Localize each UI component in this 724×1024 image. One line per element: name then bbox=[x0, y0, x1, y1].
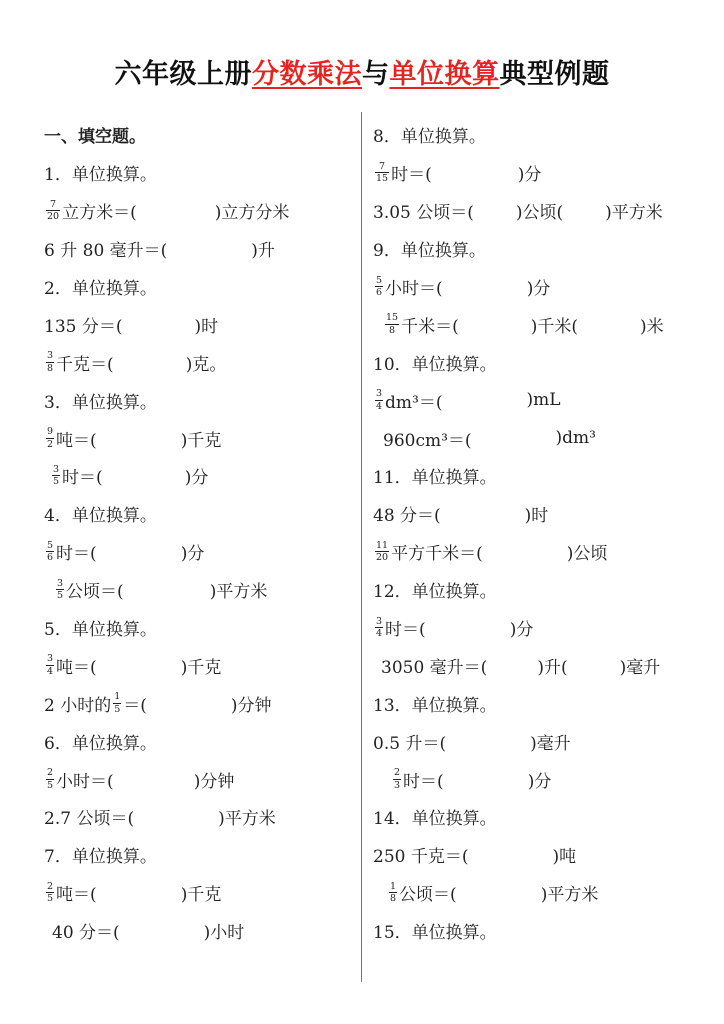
fraction-denominator: 6 bbox=[376, 287, 383, 298]
conversion-text: 3.05 公顷＝( bbox=[373, 203, 474, 224]
conversion-text: 6 升 80 毫升＝( bbox=[44, 241, 168, 262]
question-heading-text: 9．单位换算。 bbox=[373, 241, 486, 262]
conversion-item bbox=[44, 912, 354, 950]
conversion-item bbox=[44, 571, 354, 609]
fraction-denominator: 20 bbox=[376, 552, 389, 564]
conversion-text: )分 bbox=[527, 771, 552, 792]
conversion-item bbox=[44, 419, 354, 457]
fraction-numerator: 7 bbox=[50, 198, 57, 210]
question-heading-text: 15．单位换算。 bbox=[373, 923, 497, 944]
fraction-numerator: 1 bbox=[114, 691, 121, 703]
conversion-item bbox=[373, 874, 703, 912]
question-heading-text: 8．单位换算。 bbox=[373, 127, 486, 148]
fraction-denominator: 2 bbox=[47, 438, 54, 450]
conversion-text: )千克 bbox=[180, 657, 222, 678]
fraction bbox=[375, 541, 389, 563]
fraction-denominator: 5 bbox=[57, 590, 64, 602]
fraction bbox=[393, 768, 401, 790]
question-heading-text: 12．单位换算。 bbox=[373, 582, 497, 603]
conversion-item bbox=[373, 305, 703, 343]
conversion-text: 时＝( bbox=[403, 771, 444, 792]
conversion-item bbox=[44, 798, 354, 836]
fraction-numerator: 3 bbox=[376, 615, 383, 627]
question-heading bbox=[44, 609, 354, 647]
fraction bbox=[385, 313, 399, 335]
conversion-item bbox=[44, 533, 354, 571]
conversion-text: 40 分＝( bbox=[52, 923, 120, 944]
question-heading bbox=[44, 495, 354, 533]
right-column bbox=[373, 116, 703, 950]
fraction bbox=[46, 541, 54, 563]
fraction-denominator: 8 bbox=[47, 362, 54, 374]
question-heading bbox=[373, 457, 703, 495]
conversion-text: 960cm³＝( bbox=[383, 430, 472, 451]
conversion-text: )米 bbox=[640, 316, 664, 337]
conversion-text: 250 千克＝( bbox=[373, 847, 469, 868]
fraction-denominator: 4 bbox=[376, 628, 383, 640]
question-heading bbox=[44, 722, 354, 760]
conversion-text: )毫升 bbox=[530, 733, 571, 754]
fraction bbox=[46, 768, 54, 790]
conversion-text: 2.7 公顷＝( bbox=[44, 809, 135, 830]
question-heading bbox=[44, 836, 354, 874]
conversion-item bbox=[373, 722, 703, 760]
conversion-item bbox=[373, 419, 703, 457]
fraction-numerator: 2 bbox=[47, 767, 54, 779]
question-heading bbox=[373, 798, 703, 836]
fraction-numerator: 3 bbox=[47, 653, 54, 665]
question-heading-text: 5．单位换算。 bbox=[44, 620, 157, 641]
conversion-text: 时＝( bbox=[391, 165, 432, 186]
fraction-denominator: 5 bbox=[53, 476, 60, 488]
conversion-text: 公顷＝( bbox=[66, 582, 124, 603]
title-part-and: 与 bbox=[362, 59, 390, 90]
conversion-item bbox=[373, 154, 703, 192]
conversion-text: 平方千米＝( bbox=[391, 544, 483, 565]
fraction bbox=[46, 427, 54, 449]
fraction-denominator: 5 bbox=[47, 893, 54, 905]
conversion-item bbox=[373, 381, 703, 419]
fraction-denominator: 6 bbox=[47, 552, 54, 564]
fraction-numerator: 15 bbox=[386, 312, 399, 324]
question-heading-text: 14．单位换算。 bbox=[373, 809, 497, 830]
fraction-denominator: 8 bbox=[389, 324, 396, 336]
title-highlight-fraction-multiplication: 分数乘法 bbox=[252, 59, 362, 90]
fraction bbox=[46, 882, 54, 904]
fraction bbox=[389, 882, 397, 904]
conversion-text: 时＝( bbox=[385, 620, 426, 641]
conversion-text: )dm³ bbox=[555, 428, 596, 449]
page-title bbox=[0, 52, 724, 91]
conversion-item bbox=[373, 760, 703, 798]
conversion-text: )公顷 bbox=[566, 544, 608, 565]
title-part-1: 六年级上册 bbox=[114, 59, 252, 90]
conversion-item bbox=[44, 305, 354, 343]
fraction-denominator: 5 bbox=[47, 779, 54, 791]
fraction-denominator: 8 bbox=[390, 893, 397, 905]
conversion-text: 时＝( bbox=[56, 544, 97, 565]
conversion-text: )毫升 bbox=[619, 657, 661, 678]
question-heading bbox=[44, 154, 354, 192]
conversion-item bbox=[373, 836, 703, 874]
fraction-numerator: 3 bbox=[47, 350, 54, 362]
conversion-item bbox=[44, 230, 354, 268]
conversion-text: )分 bbox=[509, 620, 534, 641]
conversion-text: 2 小时的 bbox=[44, 695, 112, 716]
conversion-text: )公顷( bbox=[515, 203, 564, 224]
conversion-item bbox=[373, 495, 703, 533]
conversion-text: 千米＝( bbox=[401, 316, 459, 337]
conversion-text: )平方米 bbox=[605, 203, 663, 224]
question-heading-text: 3．单位换算。 bbox=[44, 392, 157, 413]
conversion-item bbox=[373, 192, 703, 230]
conversion-text: 时＝( bbox=[62, 468, 103, 489]
conversion-item bbox=[44, 646, 354, 684]
question-heading-text: 13．单位换算。 bbox=[373, 695, 497, 716]
conversion-text: 小时＝( bbox=[385, 279, 443, 299]
fraction-numerator: 5 bbox=[47, 539, 54, 551]
fraction-denominator: 4 bbox=[47, 665, 54, 677]
conversion-text: 千克＝( bbox=[56, 354, 114, 375]
fraction-denominator: 20 bbox=[47, 211, 60, 223]
question-heading-text: 11．单位换算。 bbox=[373, 468, 497, 489]
question-heading-text: 1．单位换算。 bbox=[44, 165, 157, 186]
fraction-numerator: 9 bbox=[47, 426, 54, 438]
fraction-numerator: 3 bbox=[53, 463, 60, 475]
fraction-numerator: 1 bbox=[390, 880, 397, 892]
conversion-text: )平方米 bbox=[218, 809, 276, 830]
fraction bbox=[113, 692, 121, 714]
conversion-text: 吨＝( bbox=[56, 657, 97, 678]
conversion-text: 公顷＝( bbox=[399, 885, 457, 906]
title-highlight-unit-conversion: 单位换算 bbox=[389, 59, 500, 90]
question-heading bbox=[44, 381, 354, 419]
conversion-text: ＝( bbox=[123, 695, 147, 716]
conversion-text: )分钟 bbox=[193, 771, 235, 792]
question-heading bbox=[373, 571, 703, 609]
conversion-text: 0.5 升＝( bbox=[373, 733, 447, 754]
conversion-text: )千克 bbox=[180, 885, 222, 906]
fraction bbox=[56, 579, 64, 601]
question-heading-text: 7．单位换算。 bbox=[44, 847, 157, 868]
conversion-text: 48 分＝( bbox=[373, 506, 441, 527]
fraction bbox=[46, 654, 54, 676]
conversion-text: )时 bbox=[524, 506, 549, 527]
fraction-numerator: 2 bbox=[47, 880, 54, 892]
question-heading bbox=[373, 684, 703, 722]
conversion-text: )分 bbox=[526, 279, 551, 299]
fraction-numerator: 2 bbox=[394, 767, 401, 779]
fraction-numerator: 3 bbox=[57, 577, 64, 589]
fraction-numerator: 5 bbox=[376, 274, 383, 286]
question-heading bbox=[373, 912, 703, 950]
conversion-text: )平方米 bbox=[209, 582, 268, 603]
conversion-item bbox=[44, 343, 354, 381]
fraction bbox=[46, 351, 54, 373]
fraction-denominator: 4 bbox=[376, 400, 383, 412]
conversion-text: )分 bbox=[184, 468, 209, 489]
question-heading-text: 10．单位换算。 bbox=[373, 354, 497, 375]
fraction bbox=[375, 617, 383, 639]
fraction-numerator: 11 bbox=[376, 539, 389, 551]
conversion-item bbox=[44, 457, 354, 495]
conversion-item bbox=[44, 684, 354, 722]
section-heading bbox=[44, 116, 354, 154]
question-heading-text: 4．单位换算。 bbox=[44, 506, 157, 527]
question-heading bbox=[373, 116, 703, 154]
question-heading bbox=[373, 343, 703, 381]
conversion-text: )分 bbox=[180, 544, 205, 565]
column-divider bbox=[361, 112, 362, 982]
conversion-text: )mL bbox=[526, 390, 561, 411]
conversion-item bbox=[373, 646, 703, 684]
fraction bbox=[375, 162, 389, 184]
conversion-text: )平方米 bbox=[540, 885, 599, 906]
conversion-text: )时 bbox=[194, 316, 219, 337]
conversion-text: )分 bbox=[517, 165, 542, 186]
conversion-text: 立方米＝( bbox=[62, 203, 137, 224]
conversion-item bbox=[44, 192, 354, 230]
question-heading bbox=[373, 230, 703, 268]
conversion-item bbox=[44, 760, 354, 798]
conversion-text: )升( bbox=[537, 657, 568, 678]
conversion-text: dm³＝( bbox=[385, 392, 443, 413]
conversion-text: 吨＝( bbox=[56, 885, 97, 906]
conversion-text: 吨＝( bbox=[56, 430, 97, 451]
section-heading-text: 一、填空题。 bbox=[44, 127, 146, 148]
conversion-item bbox=[44, 874, 354, 912]
conversion-item bbox=[373, 609, 703, 647]
fraction-numerator: 3 bbox=[376, 388, 383, 400]
fraction bbox=[46, 200, 60, 222]
title-part-examples: 典型例题 bbox=[499, 59, 610, 90]
conversion-item bbox=[373, 533, 703, 571]
conversion-text: )小时 bbox=[203, 923, 245, 944]
conversion-text: )千米( bbox=[530, 316, 578, 337]
question-heading-text: 2．单位换算。 bbox=[44, 279, 157, 299]
fraction-denominator: 3 bbox=[394, 779, 401, 791]
fraction-denominator: 15 bbox=[376, 173, 389, 185]
left-column bbox=[44, 116, 354, 950]
fraction-denominator: 5 bbox=[114, 703, 121, 715]
fraction-numerator: 7 bbox=[379, 160, 386, 172]
conversion-text: 小时＝( bbox=[56, 771, 114, 792]
conversion-item bbox=[373, 268, 703, 306]
conversion-text: 3050 毫升＝( bbox=[381, 657, 488, 678]
conversion-text: )千克 bbox=[180, 430, 222, 451]
conversion-text: )立方分米 bbox=[214, 203, 290, 224]
fraction bbox=[375, 276, 383, 298]
conversion-text: )克。 bbox=[185, 354, 227, 375]
conversion-text: )分钟 bbox=[230, 695, 272, 716]
conversion-text: )吨 bbox=[552, 847, 577, 868]
conversion-text: 135 分＝( bbox=[44, 316, 123, 337]
fraction bbox=[52, 465, 60, 487]
conversion-text: )升 bbox=[251, 241, 275, 262]
question-heading bbox=[44, 268, 354, 306]
fraction bbox=[375, 389, 383, 411]
question-heading-text: 6．单位换算。 bbox=[44, 733, 157, 754]
